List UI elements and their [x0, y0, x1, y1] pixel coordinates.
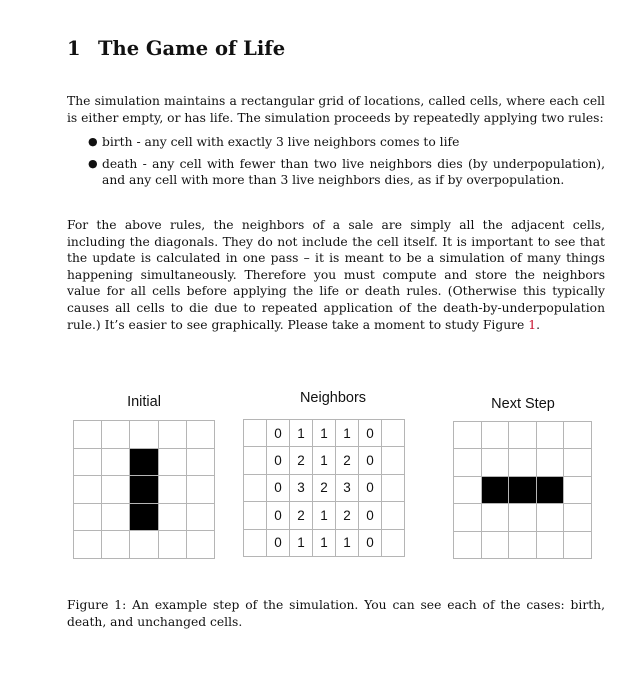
neighbor-count-cell: 2: [313, 475, 336, 502]
initial-alive-cell: [130, 504, 158, 532]
next-step-grid: [453, 421, 592, 559]
next-step-empty-cell: [537, 504, 565, 531]
neighbor-count-cell: 0: [267, 447, 290, 474]
neighbors-label: Neighbors: [299, 390, 367, 406]
neighbor-count-cell: [244, 420, 267, 447]
next-step-empty-cell: [509, 449, 537, 476]
rule-birth: birth - any cell with exactly 3 live neighbors comes to life: [102, 135, 460, 149]
neighbor-count-cell: 2: [336, 447, 359, 474]
figure-reference-link[interactable]: 1: [528, 317, 537, 332]
neighbor-count-cell: 1: [313, 420, 336, 447]
next-step-empty-cell: [454, 449, 482, 476]
neighbor-count-cell: 3: [290, 475, 313, 502]
neighbor-count-cell: 2: [290, 502, 313, 529]
initial-empty-cell: [74, 531, 102, 559]
rule-death: death - any cell with fewer than two live neighbors dies (by underpopulation), and any cell with more than 3 live neighbors dies, as if by overpopulation.: [102, 156, 605, 188]
next-step-empty-cell: [454, 532, 482, 559]
next-step-empty-cell: [482, 422, 510, 449]
initial-empty-cell: [74, 421, 102, 449]
initial-grid: [73, 420, 215, 559]
neighbor-count-cell: 0: [359, 447, 382, 474]
initial-empty-cell: [74, 449, 102, 477]
next-step-empty-cell: [564, 449, 592, 476]
next-step-alive-cell: [509, 477, 537, 504]
next-step-empty-cell: [564, 477, 592, 504]
initial-empty-cell: [187, 421, 215, 449]
neighbor-count-cell: 0: [267, 475, 290, 502]
intro-paragraph: The simulation maintains a rectangular grid of locations, called cells, where each cell is either empty, or has life. The simulation proceeds by repeatedly applying two rules:: [67, 94, 605, 125]
initial-empty-cell: [159, 531, 187, 559]
initial-alive-cell: [130, 449, 158, 477]
neighbor-count-cell: 0: [359, 502, 382, 529]
explanation-paragraph: [67, 217, 605, 333]
next-step-empty-cell: [454, 477, 482, 504]
section-number: 1: [67, 37, 81, 60]
neighbor-count-cell: 0: [267, 530, 290, 557]
next-step-empty-cell: [482, 449, 510, 476]
neighbor-count-cell: 1: [336, 420, 359, 447]
explanation-end: .: [536, 317, 540, 332]
neighbor-count-cell: [244, 475, 267, 502]
neighbor-count-cell: [382, 447, 405, 474]
initial-empty-cell: [187, 531, 215, 559]
figure-caption: Figure 1: An example step of the simulation. You can see each of the cases: birth, death, and unchanged cells.: [67, 598, 605, 629]
initial-empty-cell: [130, 421, 158, 449]
initial-empty-cell: [102, 531, 130, 559]
bullet-icon: ●: [88, 156, 98, 170]
list-item: [67, 134, 605, 151]
initial-label: Initial: [127, 394, 161, 410]
initial-empty-cell: [159, 421, 187, 449]
neighbor-count-cell: [244, 502, 267, 529]
bullet-icon: ●: [88, 135, 98, 148]
next-step-empty-cell: [454, 504, 482, 531]
initial-empty-cell: [102, 449, 130, 477]
next-step-alive-cell: [482, 477, 510, 504]
neighbor-count-cell: 3: [336, 475, 359, 502]
neighbor-count-cell: [382, 530, 405, 557]
neighbor-count-cell: 1: [336, 530, 359, 557]
next-step-empty-cell: [482, 504, 510, 531]
next-step-empty-cell: [509, 504, 537, 531]
neighbor-count-cell: 0: [267, 502, 290, 529]
next-step-empty-cell: [564, 422, 592, 449]
initial-empty-cell: [187, 449, 215, 477]
neighbor-count-cell: [382, 475, 405, 502]
next-step-empty-cell: [509, 532, 537, 559]
next-step-empty-cell: [537, 532, 565, 559]
initial-empty-cell: [159, 504, 187, 532]
neighbor-count-cell: 0: [359, 475, 382, 502]
neighbors-grid: [243, 419, 405, 557]
neighbor-count-cell: 1: [290, 420, 313, 447]
initial-empty-cell: [102, 476, 130, 504]
next-step-label: Next Step: [491, 396, 555, 412]
neighbor-count-cell: 1: [290, 530, 313, 557]
neighbor-count-cell: [244, 447, 267, 474]
neighbor-count-cell: 0: [359, 420, 382, 447]
next-step-empty-cell: [537, 449, 565, 476]
next-step-empty-cell: [509, 422, 537, 449]
initial-empty-cell: [130, 531, 158, 559]
rules-list: [67, 134, 605, 189]
neighbor-count-cell: [382, 420, 405, 447]
initial-empty-cell: [74, 504, 102, 532]
section-heading: [67, 37, 285, 60]
next-step-empty-cell: [537, 422, 565, 449]
next-step-empty-cell: [564, 532, 592, 559]
neighbor-count-cell: 2: [290, 447, 313, 474]
next-step-empty-cell: [564, 504, 592, 531]
neighbor-count-cell: 2: [336, 502, 359, 529]
next-step-alive-cell: [537, 477, 565, 504]
initial-empty-cell: [187, 476, 215, 504]
neighbor-count-cell: [382, 502, 405, 529]
neighbor-count-cell: 1: [313, 447, 336, 474]
initial-empty-cell: [102, 421, 130, 449]
initial-empty-cell: [74, 476, 102, 504]
list-item: [67, 156, 605, 189]
neighbor-count-cell: [244, 530, 267, 557]
neighbor-count-cell: 1: [313, 530, 336, 557]
section-title: The Game of Life: [98, 37, 286, 60]
explanation-text: For the above rules, the neighbors of a sale are simply all the adjacent cells, including the diagonals. They do not include the cell itself. It is important to see that the update is calculated in one pass – it is meant to be a simulation of many things happening simultaneously. Therefore you must compute and store the neighbors value for all cells before applying the life or death rules. (Otherwise this typically causes all cells to die due to repeated application of the death-by-underpopulation rule.) It’s easier to see graphically. Please take a moment to study Figure: [67, 218, 605, 332]
neighbor-count-cell: 0: [267, 420, 290, 447]
initial-empty-cell: [159, 449, 187, 477]
initial-empty-cell: [159, 476, 187, 504]
neighbor-count-cell: 1: [313, 502, 336, 529]
initial-empty-cell: [102, 504, 130, 532]
next-step-empty-cell: [482, 532, 510, 559]
next-step-empty-cell: [454, 422, 482, 449]
initial-empty-cell: [187, 504, 215, 532]
neighbor-count-cell: 0: [359, 530, 382, 557]
initial-alive-cell: [130, 476, 158, 504]
